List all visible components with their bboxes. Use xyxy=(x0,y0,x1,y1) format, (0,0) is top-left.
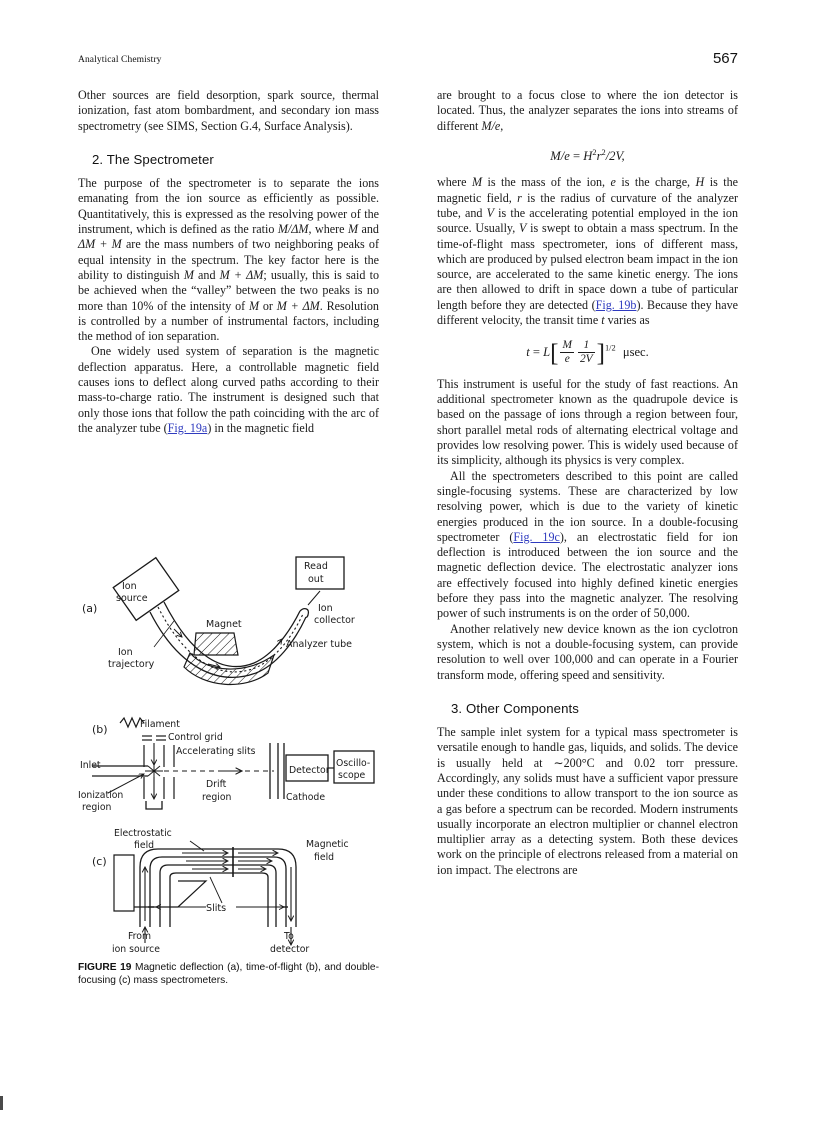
panel-a-readout-label-line1: Read xyxy=(304,561,328,572)
panel-a-ion-source-label-line2: source xyxy=(116,593,148,604)
eq1-lhs: M/e xyxy=(550,149,570,164)
para-run: One widely used system of separation is the magnetic deflection apparatus. Here, a controllable magnetic field causes ions to deflect along curved paths according to their mass-to-charge ratio. The instrument is designed such that only those ions that follow the path coinciding with the arc of the analyzer tube ( xyxy=(78,344,379,435)
math-V: V xyxy=(486,205,494,220)
section-heading-other-components: 3. Other Components xyxy=(451,700,579,716)
panel-c-from-line1: From xyxy=(128,931,152,942)
math-M: M xyxy=(347,222,359,237)
panel-c-magnetic-line1: Magnetic xyxy=(306,839,349,850)
eq1-H: H xyxy=(583,149,593,164)
magnet-lower-pole xyxy=(184,653,274,684)
panel-a-analyzer-tube-label: Analyzer tube xyxy=(286,639,352,650)
panel-a-ion-collector-line2: collector xyxy=(314,615,355,626)
scan-edge-artifact xyxy=(0,1096,3,1110)
panel-b-oscilloscope-line2: scope xyxy=(338,770,366,781)
panel-c-label: (c) xyxy=(92,855,107,868)
para-run: ), an electrostatic field for ion deflection is introduced between the ion source and the magnetic deflection device. The electrostatic analyzer ions are effectively focused into highly defined kinetic energies before they pass into the magnetic analyzer. The resolving power of such instruments is on the order of 50,000. xyxy=(437,529,738,621)
eq1-r: r xyxy=(596,149,602,164)
paragraph-quadrupole xyxy=(437,377,738,469)
math-e: e xyxy=(610,175,616,190)
slits-leader-center xyxy=(210,877,222,903)
figure-link-19b[interactable]: Fig. 19b xyxy=(595,297,637,312)
paragraph-focus-streams xyxy=(437,88,738,134)
para-run: , xyxy=(500,118,504,133)
panel-c-to-line1: To xyxy=(284,931,294,942)
para-run: ; usually, this is said to be achieved when the “valley” between the two peaks is no more than 10% of the intensity of xyxy=(78,267,380,313)
panel-c-electrostatic-line2: field xyxy=(134,840,155,851)
panel-a-magnet-label: Magnet xyxy=(206,619,242,630)
eq2-num-1: 1 xyxy=(583,339,590,352)
left-column xyxy=(78,88,379,436)
page-number: 567 xyxy=(712,50,738,67)
eq2-num-M: M xyxy=(562,339,572,352)
para-run: ) in the magnetic field xyxy=(207,420,315,435)
math-V: V xyxy=(519,221,527,236)
panel-c-from-line2: ion source xyxy=(112,944,160,955)
math-H: H xyxy=(695,175,705,190)
figure-caption-label: FIGURE 19 xyxy=(78,962,132,973)
panel-b-detector-label: Detector xyxy=(289,765,330,776)
panel-c-electrostatic-line1: Electrostatic xyxy=(114,828,172,839)
eq2-exponent: 1/2 xyxy=(604,344,616,353)
eq2-den-e: e xyxy=(560,352,574,366)
math-M: M xyxy=(183,267,194,282)
math-M: M xyxy=(277,222,288,237)
para-run: C and 0.02 torr pressure. Accordingly, any solids must have a sufficient vapor pressure under these conditions to allow transport to the ion source as a gas before a spectrum can be recorded. Modern instruments usually incorporate an electron multiplier or channel electron multiplier array as a detecting system. Both these devices work on the principle of electrons released from a material on ion impact. The electrons are xyxy=(437,755,738,877)
figure-link-19a[interactable]: Fig. 19a xyxy=(167,420,208,435)
running-head xyxy=(78,50,738,73)
math-M: M xyxy=(249,298,260,313)
eq2-fraction-1-over-2V xyxy=(578,339,595,366)
math-t: t xyxy=(601,313,605,328)
panel-b-diagram xyxy=(78,718,374,813)
para-run: and xyxy=(358,222,379,237)
math-M-plus-deltaM: M + ΔM xyxy=(219,267,264,282)
degree-symbol: ° xyxy=(581,755,587,770)
para-run: is the radius of curvature of the analyzer tube, and xyxy=(437,190,738,220)
para-run: or xyxy=(259,298,277,313)
panel-b-control-grid-label: Control grid xyxy=(168,732,223,743)
right-column xyxy=(437,88,738,878)
math-M-over-e: M/e xyxy=(481,118,501,133)
math-M: M xyxy=(471,175,483,190)
para-run: varies as xyxy=(604,313,650,328)
paragraph-ion-cyclotron xyxy=(437,622,738,683)
para-run: and xyxy=(193,267,220,282)
math-slash: / xyxy=(287,222,292,237)
panel-a-ion-collector-line1: Ion xyxy=(318,603,333,614)
eq1-H-exponent: 2 xyxy=(592,147,597,157)
panel-b-drift-line2: region xyxy=(202,792,232,803)
paragraph-text: Other sources are field desorption, spark source, thermal ionization, fast atom bombardment, and secondary ion mass spectrometry (see SIMS, Section G.4, Surface Analysis). xyxy=(78,88,379,133)
eq2-lhs: t xyxy=(526,345,530,360)
panel-b-filament-label: Filament xyxy=(140,719,180,730)
panel-b-oscilloscope-line1: Oscillo- xyxy=(336,758,371,769)
figure-link-19c[interactable]: Fig. 19c xyxy=(513,529,560,544)
eq2-L: L xyxy=(543,345,551,360)
figure-19 xyxy=(78,555,379,955)
para-run: All the spectrometers described to this point are called single-focusing systems. These are characterized by low resolving power, which is due to the variety of kinetic energies produced in the ion source. In a double-focusing spectrometer ( xyxy=(437,468,738,544)
panel-c-slits-label: Slits xyxy=(206,903,227,914)
eq1-tail: /2V, xyxy=(605,149,625,164)
para-run: Another relatively new device known as the ion cyclotron system, which is not a double-focusing system, can provide resolution to well over 100,000 and can operate in a Fourier transform mode, offering speed and sensitivity. xyxy=(437,621,738,682)
equation-1 xyxy=(437,145,738,164)
panel-c-magnetic-line2: field xyxy=(314,852,335,863)
section-heading-spectrometer: 2. The Spectrometer xyxy=(92,151,214,167)
panel-a-ion-source-label-line1: Ion xyxy=(122,581,137,592)
panel-a-diagram xyxy=(82,557,355,684)
math-M-plus-deltaM: M + ΔM xyxy=(276,298,320,313)
math-deltaM-plus-M: ΔM + M xyxy=(78,237,122,252)
figure-caption xyxy=(78,962,379,987)
para-run: is swept to obtain a mass spectrum. In the time-of-flight mass spectrometer, ions of different mass, which are produced by pulsed electron beam impact in the ion source, are accelerated to the same kinetic energy. The ions are then allowed to drift in space down a tube of particular length before they are detected ( xyxy=(437,221,739,312)
eq2-units: μsec. xyxy=(622,345,649,360)
para-run: . Resolution is controlled by a number of instrumental factors, including the method of ion separation. xyxy=(78,298,379,344)
para-run: The sample inlet system for a typical mass spectrometer is versatile enough to handle gas, liquids, and solids. The device is usually held at ∼200 xyxy=(437,725,738,770)
para-run: are brought to a focus close to where the ion detector is located. Thus, the analyzer separates the ions into streams of different xyxy=(437,88,738,133)
panel-b-inlet-label: Inlet xyxy=(80,760,101,771)
para-run: is the mass of the ion, xyxy=(482,175,611,190)
eq1-r-exponent: 2 xyxy=(601,147,606,157)
panel-a-ion-trajectory-line2: trajectory xyxy=(108,659,155,670)
figure-caption-text: Magnetic deflection (a), time-of-flight (b), and double-focusing (c) mass spectrometers. xyxy=(78,962,379,986)
para-run: is the magnetic field, xyxy=(437,175,738,205)
panel-b-cathode-label: Cathode xyxy=(286,792,326,803)
panel-a-label: (a) xyxy=(82,602,98,615)
panel-b-drift-line1: Drift xyxy=(206,779,227,790)
eq2-den-2V: 2V xyxy=(579,353,593,366)
panel-b-ionization-line1: Ionization xyxy=(78,790,124,801)
electron-trap xyxy=(146,801,162,809)
eq1-equals: = xyxy=(573,149,581,164)
analyzer-tube-cap xyxy=(300,609,308,617)
panel-c-diagram xyxy=(92,828,349,955)
para-run: is the accelerating potential employed in the ion source. Usually, xyxy=(437,205,738,236)
equation-2: t = L[ $\frac{M}{e}$ $\frac{1}{2V}$ ]$^{1/2}$ μsec. xyxy=(526,339,649,367)
para-run: , where xyxy=(308,222,348,237)
duct-inner-1 xyxy=(160,865,276,927)
para-run: ). Because they have different velocity, the transit time xyxy=(437,297,738,328)
paragraph-other-sources xyxy=(78,88,379,134)
paragraph-sample-inlet xyxy=(437,725,738,878)
panel-b-label: (b) xyxy=(92,723,108,736)
panel-c-to-line2: detector xyxy=(270,944,310,955)
para-run: is the charge, xyxy=(615,175,696,190)
panel-b-accelerating-slits-label: Accelerating slits xyxy=(176,746,256,757)
magnet-upper-pole xyxy=(194,633,238,655)
panel-a-ion-trajectory-line1: Ion xyxy=(118,647,133,658)
eq2-equals: = xyxy=(532,345,540,360)
panel-a-readout-label-line2: out xyxy=(308,574,324,585)
electrostatic-plate-left xyxy=(114,855,134,911)
paragraph-single-focusing xyxy=(437,469,738,622)
para-run: This instrument is useful for the study of fast reactions. An additional spectrometer known as the quadrupole device is based on the passage of ions through a region between four, short parallel metal rods of alternating electrical voltage and provides low resolving power. This is widely used because of its simplicity, although its physics is very complex. xyxy=(437,376,738,468)
math-r: r xyxy=(517,190,522,205)
panel-b-ionization-line2: region xyxy=(82,802,112,813)
math-deltaM: ΔM xyxy=(291,222,309,237)
paragraph-purpose xyxy=(78,176,379,344)
paragraph-magnetic-deflection xyxy=(78,344,379,436)
paragraph-variable-defs xyxy=(437,175,738,328)
eq2-fraction-M-over-e xyxy=(560,339,574,366)
para-run: where xyxy=(437,175,472,190)
para-run: The purpose of the spectrometer is to separate the ions emanating from the ion source as efficiently as possible. Quantitatively, this is expressed as the resolving power of the instrument, which is defined as the ratio xyxy=(78,176,379,237)
journal-title: Analytical Chemistry xyxy=(78,55,162,65)
para-run: are the mass numbers of two neighboring peaks of equal intensity in the spectrum. The key factor here is the ability to distinguish xyxy=(78,237,379,282)
